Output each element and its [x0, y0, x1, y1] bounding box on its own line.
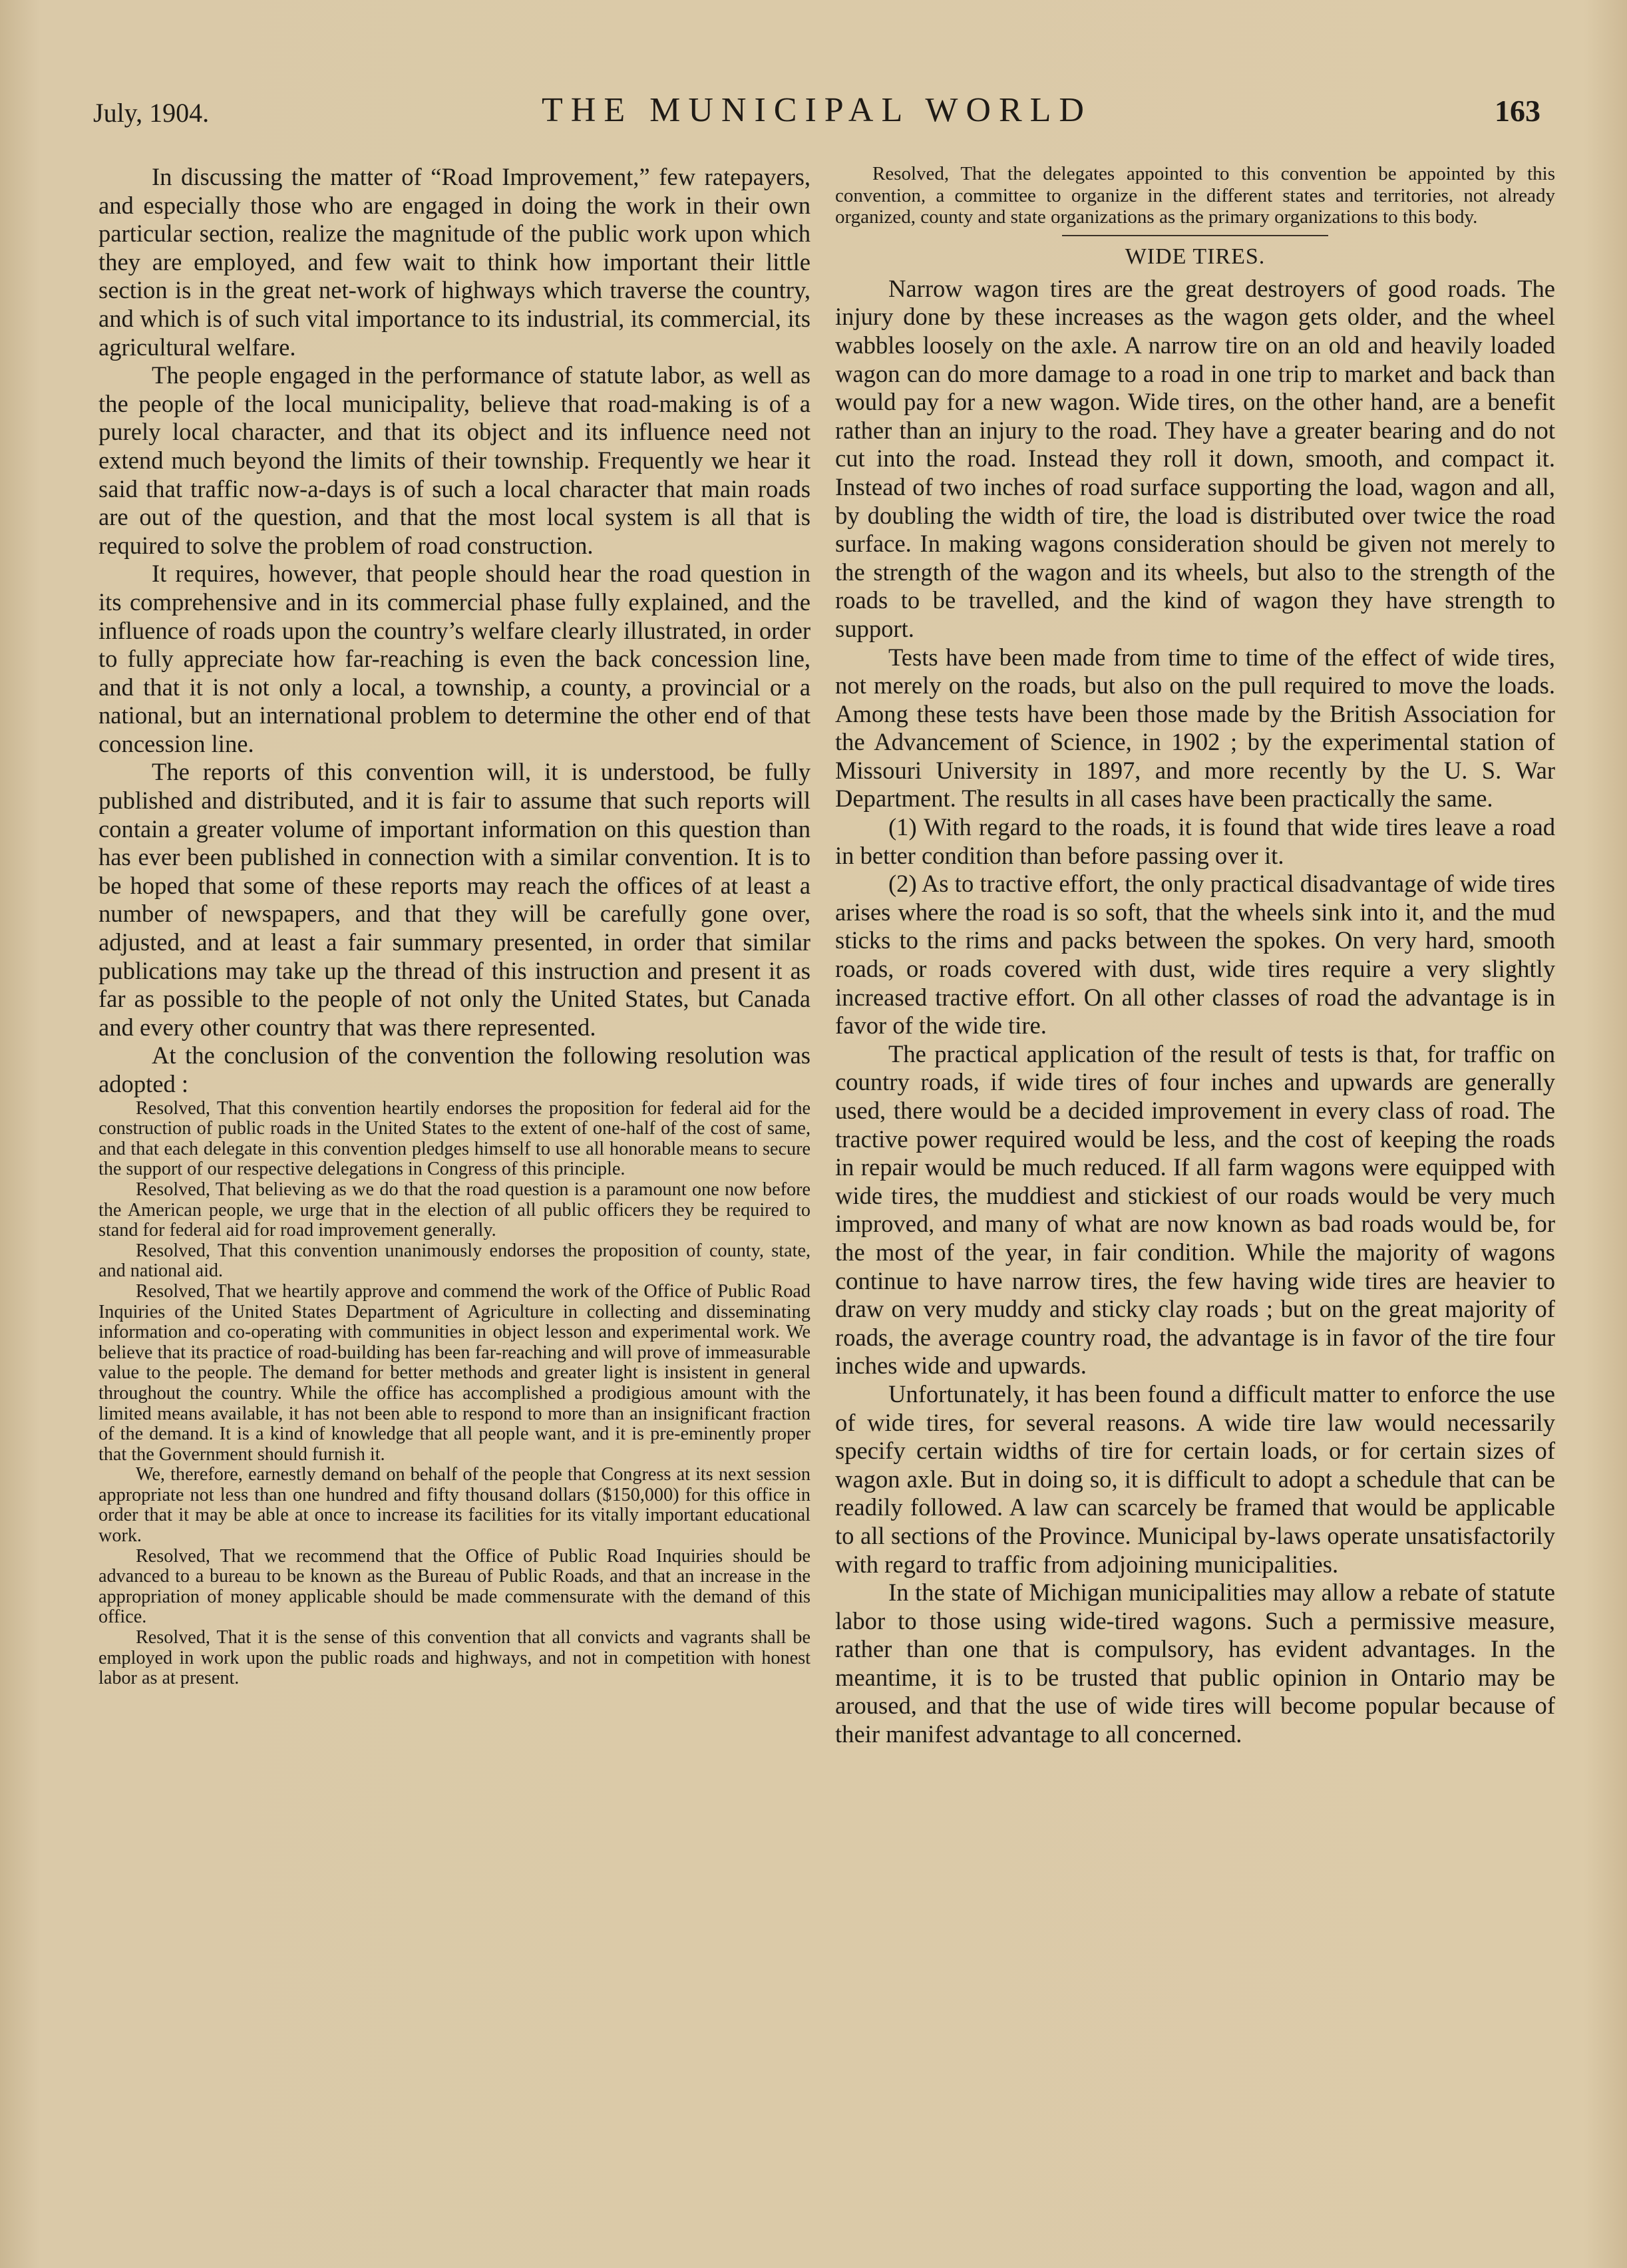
resolution: We, therefore, earnestly demand on behalf of the people that Congress at its next session appropriate not less than one hundred and fifty thousand dollars ($150,000) for this office in order that it may be able at once to increase its facilities for its vitally important educational work.: [98, 1464, 811, 1547]
article-paragraph: Unfortunately, it has been found a difficult matter to enforce the use of wide tires, for several reasons. A wide tire law would necessarily specify certain widths of tire for certain loads, or for certain sizes of wagon axle. But in doing so, it is difficult to adopt a schedule that can be readily followed. A law can scarcely be framed that would be applicable to all sections of the Province. Municipal by-laws operate unsatisfactorily with regard to traffic from adjoining municipalities.: [835, 1380, 1555, 1578]
resolution: Resolved, That believing as we do that the road question is a paramount one now before the American people, we urge that in the election of all public officers they be required to stand for federal aid for road improvement generally.: [98, 1179, 811, 1241]
article-paragraph: (1) With regard to the roads, it is found that wide tires leave a road in better condition than before passing over it.: [835, 813, 1555, 869]
article-paragraph: In discussing the matter of “Road Improvement,” few ratepayers, and especially those who are engaged in doing the work in their own particular section, realize the magnitude of the public work upon which they are employed, and few wait to think how important their little section is in the great net-work of highways which traverse the country, and which is of such vital importance to its industrial, its commercial, its agricultural welfare.: [98, 163, 811, 361]
section-heading: WIDE TIRES.: [1125, 244, 1266, 269]
resolution: Resolved, That this convention heartily endorses the proposition for federal aid for the construction of public roads in the United States to the extent of one-half of the cost of same, and that each delegate in this convention pledges himself to use all honorable means to secure the support of our respective delegations in Congress of this principle.: [98, 1097, 811, 1180]
article-paragraph: The people engaged in the performance of statute labor, as well as the people of the local municipality, believe that road-making is of a purely local character, and that its object and its influence need not extend much beyond the limits of their township. Frequently we hear it said that traffic now-a-days is of such a local character that main roads are out of the question, and that the most local system is all that is required to solve the problem of road construction.: [98, 361, 811, 559]
page-number: 163: [1495, 94, 1540, 128]
left-column: [98, 163, 811, 1689]
page-header: [93, 87, 1540, 140]
section-divider: [1062, 235, 1328, 236]
article-paragraph: In the state of Michigan municipalities may allow a rebate of statute labor to those using wide-tired wagons. Such a permissive measure, rather than one that is compulsory, has evident advantages. In the meantime, it is to be trusted that public opinion in Ontario may be aroused, and that the use of wide tires will become popular because of their manifest advantage to all concerned.: [835, 1579, 1555, 1748]
article-paragraph: It requires, however, that people should hear the road question in its comprehensive and in its commercial phase fully explained, and the influence of roads upon the country’s welfare clearly illustrated, in order to fully appreciate how far-reaching is even the back concession line, and that it is not only a local, a township, a county, a provincial or a national, but an international problem to determine the other end of that concession line.: [98, 560, 811, 757]
article-paragraph: Tests have been made from time to time of the effect of wide tires, not merely on the roads, but also on the pull required to move the loads. Among these tests have been those made by the British Association for the Advancement of Science, in 1902 ; by the experimental station of Missouri University in 1897, and more recently by the U. S. War Department. The results in all cases have been practically the same.: [835, 643, 1555, 813]
article-paragraph: At the conclusion of the convention the following resolution was adopted :: [98, 1041, 811, 1097]
resolution: Resolved, That it is the sense of this convention that all convicts and vagrants shall be employed in work upon the public roads and highways, and not in competition with honest labor as at present.: [98, 1627, 811, 1689]
issue-date: July, 1904.: [93, 98, 210, 128]
resolution: Resolved, That we recommend that the Office of Public Road Inquiries should be advanced to a bureau to be known as the Bureau of Public Roads, and that an increase in the appropriation of money applicable should be made commensurate with the demand of this office.: [98, 1545, 811, 1628]
article-paragraph: The practical application of the result of tests is that, for traffic on country roads, if wide tires of four inches and upwards are generally used, there would be a decided improvement in every class of road. The tractive power required would be less, and the cost of keeping the roads in repair would be much reduced. If all farm wagons were equipped with wide tires, the muddiest and stickiest of our roads would be very much improved, and many of what are now known as bad roads would be, for the most of the year, in fair condition. While the majority of wagons continue to have narrow tires, the few having wide tires are heavier to draw on very muddy and sticky clay roads ; but on the great majority of roads, the average country road, the advantage is in favor of the tire four inches wide and upwards.: [835, 1040, 1555, 1380]
article-paragraph: Narrow wagon tires are the great destroyers of good roads. The injury done by these increases as the wagon gets older, and the wheel wabbles loosely on the axle. A narrow tire on an old and heavily loaded wagon can do more damage to a road in one trip to market and back than would pay for a new wagon. Wide tires, on the other hand, are a benefit rather than an injury to the road. They have a greater bearing and do not cut into the road. Instead they roll it down, smooth, and compact it. Instead of two inches of road surface supporting the load, wagon and all, by doubling the width of tire, the load is distributed over twice the road surface. In making wagons consideration should be given not merely to the strength of the wagon and its wheels, but also to the strength of the roads to be travelled, and the kind of wagon they have strength to support.: [835, 274, 1555, 642]
resolution: Resolved, That the delegates appointed to this convention be appointed by this convention, a committee to organize in the different states and territories, not already organized, county and state organizations as the primary organizations to this body.: [835, 163, 1555, 228]
publication-title: THE MUNICIPAL WORLD: [542, 91, 1092, 129]
article-paragraph: The reports of this convention will, it is understood, be fully published and distributed, and it is fair to assume that such reports will contain a greater volume of important information on this question than has ever been published in connection with a similar convention. It is to be hoped that some of these reports may reach the offices of at least a number of newspapers, and that they will be carefully gone over, adjusted, and at least a fair summary presented, in order that similar publications may take up the thread of this instruction and present it as far as possible to the people of not only the United States, but Canada and every other country that was there represented.: [98, 758, 811, 1041]
resolution: Resolved, That we heartily approve and commend the work of the Office of Public Road Inquiries of the United States Department of Agriculture in collecting and disseminating information and co-operating with communities in object lesson and experimental work. We believe that its practice of road-building has been far-reaching and will prove of immeasurable value to the people. The demand for better methods and greater light is insistent in general throughout the country. While the office has accomplished a prodigious amount with the limited means available, it has not been able to respond to more than an insignificant fraction of the demand. It is a kind of knowledge that all people want, and it is pre-eminently proper that the Government should furnish it.: [98, 1280, 811, 1465]
right-column: [835, 163, 1555, 1749]
resolution: Resolved, That this convention unanimously endorses the proposition of county, state, and national aid.: [98, 1240, 811, 1282]
article-paragraph: (2) As to tractive effort, the only practical disadvantage of wide tires arises where the road is so soft, that the wheels sink into it, and the mud sticks to the rims and packs between the spokes. On very hard, smooth roads, or roads covered with dust, wide tires require a very slightly increased tractive effort. On all other classes of road the advantage is in favor of the wide tire.: [835, 870, 1555, 1040]
